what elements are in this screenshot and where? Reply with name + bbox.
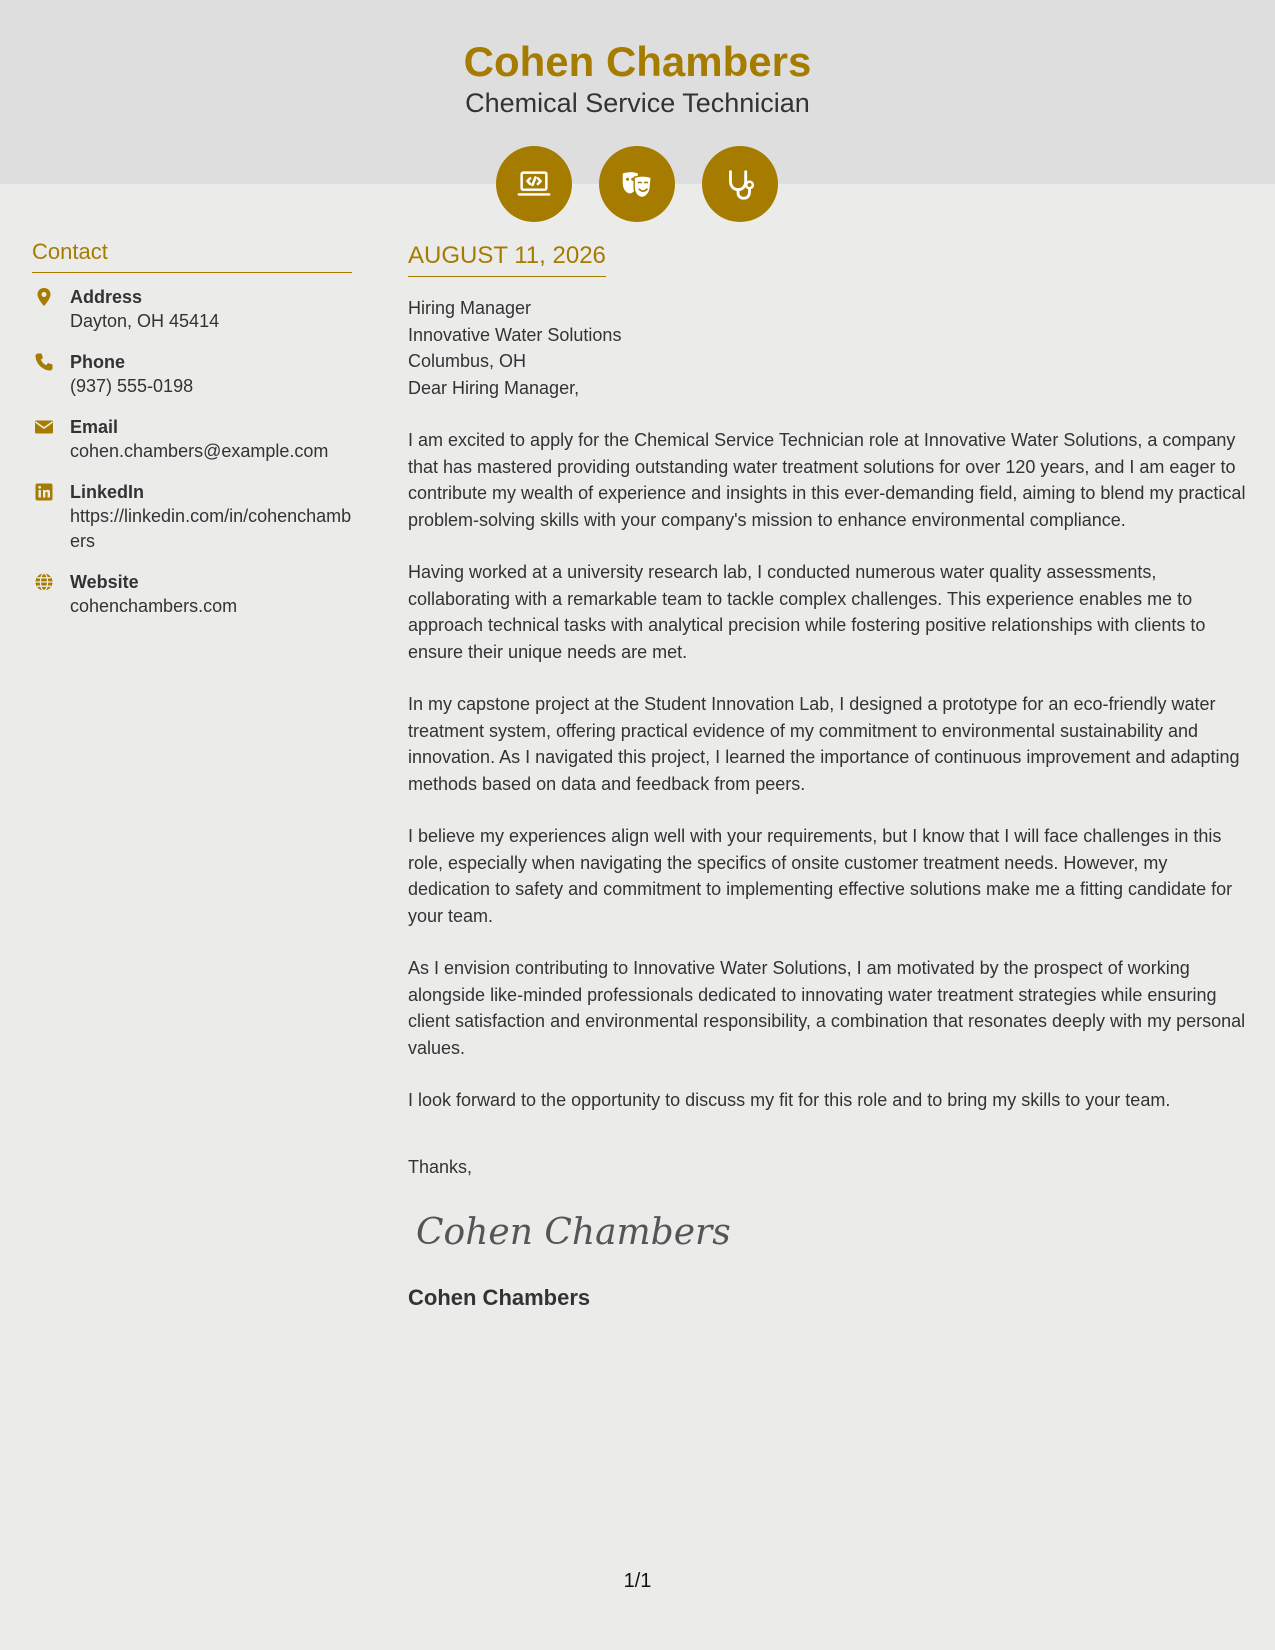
stethoscope-icon [702,146,778,222]
contact-label: Phone [70,352,126,372]
recipient-line: Innovative Water Solutions [408,324,622,345]
signature-text: Cohen Chambers [416,1211,731,1253]
page-number: 1/1 [623,1570,652,1592]
letter-paragraphs [408,375,1248,1114]
contact-value[interactable]: cohenchambers.com [70,596,238,616]
signature-image [408,1202,731,1262]
map-pin-icon [34,287,54,307]
globe-icon [34,572,54,592]
contact-value: cohen.chambers@example.com [70,441,329,461]
contact-linkedin [32,480,352,554]
contact-value[interactable]: https://linkedin.com/in/cohenchambers [70,506,352,551]
envelope-icon [34,417,54,437]
contact-value: (937) 555-0198 [70,376,194,396]
contact-label: LinkedIn [70,482,145,502]
closing: Thanks, [408,1156,473,1177]
contact-label: Website [70,572,139,592]
letter-paragraph: I am excited to apply for the Chemical Service Technician role at Innovative Water Solutions, a company that has mastered providing outstanding water treatment solutions for over 120 years, and I am eager to contribute my wealth of experience and insights in this ever-demanding field, aiming to blend my practical problem-solving skills with your company's mission to enhance environmental compliance. [408,430,1246,530]
letter-body [408,240,1248,1311]
letter-paragraph: Having worked at a university research lab, I conducted numerous water quality assessments, collaborating with a remarkable team to tackle complex challenges. This experience enables me to approach technical tasks with analytical precision while fostering positive relationships with clients to ensure their unique needs are met. [408,562,1206,662]
contact-email [32,415,352,464]
theater-masks-icon [599,146,675,222]
contact-list [32,285,352,619]
applicant-title: Chemical Service Technician [465,88,810,118]
letter-paragraph: I believe my experiences align well with your requirements, but I know that I will face challenges in this role, especially when navigating the specifics of onsite customer treatment needs. However, my dedication to safety and commitment to implementing effective solutions make me a fitting candidate for your team. [408,826,1233,926]
letter-paragraph: As I envision contributing to Innovative Water Solutions, I am motivated by the prospect of working alongside like-minded professionals dedicated to innovating water treatment strategies while ensuring client satisfaction and environmental responsibility, a combination that resonates deeply with my personal values. [408,958,1246,1058]
interest-icons [0,146,1275,222]
salutation: Dear Hiring Manager, [408,377,580,398]
contact-value: Dayton, OH 45414 [70,311,220,331]
recipient-block [408,295,1248,375]
contact-phone [32,350,352,399]
contact-sidebar [32,238,352,635]
phone-icon [34,352,54,372]
recipient-line: Hiring Manager [408,298,532,318]
contact-heading: Contact [32,238,352,273]
letter-paragraph: In my capstone project at the Student Innovation Lab, I designed a prototype for an eco-friendly water treatment system, offering practical evidence of my commitment to environmental sustainability and innovation. As I navigated this project, I learned the importance of continuous improvement and adapting methods based on data and feedback from peers. [408,694,1240,794]
applicant-name: Cohen Chambers [463,38,812,85]
signed-name: Cohen Chambers [408,1284,591,1310]
linkedin-icon [34,482,54,502]
recipient-line: Columbus, OH [408,351,527,371]
contact-label: Email [70,417,119,437]
letter-paragraph: I look forward to the opportunity to discuss my fit for this role and to bring my skills to your team. [408,1090,1171,1110]
contact-address [32,285,352,334]
contact-label: Address [70,287,143,307]
contact-website [32,570,352,619]
laptop-code-icon [496,146,572,222]
letter-date: AUGUST 11, 2026 [408,240,606,277]
